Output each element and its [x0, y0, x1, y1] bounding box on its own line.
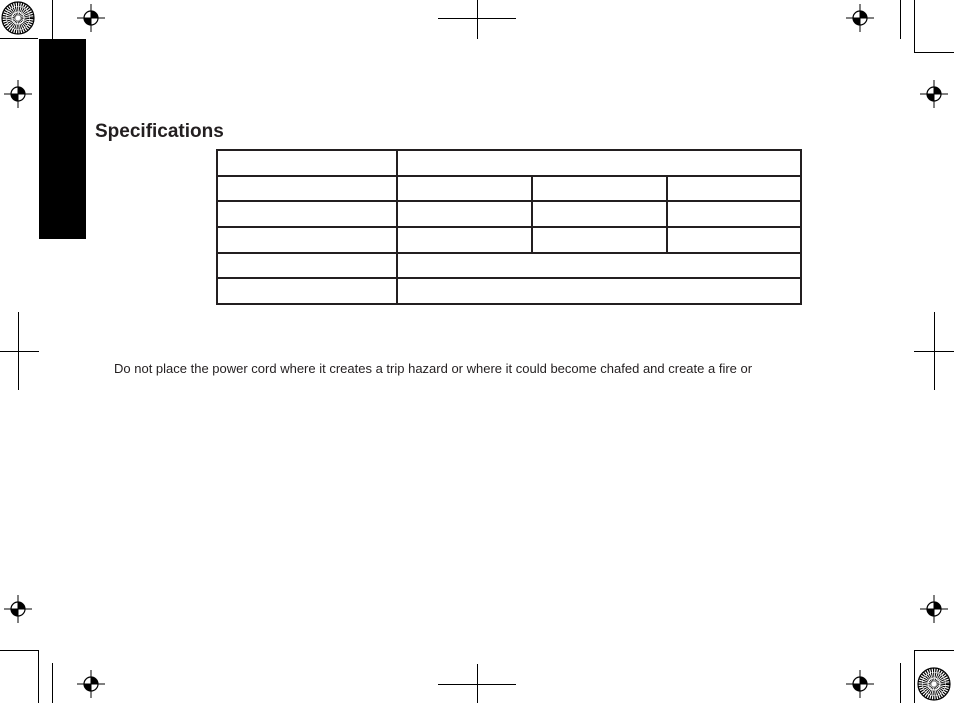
- registration-mark-top-right: [846, 4, 874, 32]
- table-cell: [397, 278, 801, 304]
- table-row: [217, 253, 801, 279]
- starburst-bottom-right: [918, 668, 950, 700]
- table-cell: [532, 176, 667, 202]
- table-cell: [532, 201, 667, 227]
- table-cell: [397, 201, 532, 227]
- registration-mark-bottom-left: [77, 670, 105, 698]
- table-cell: [667, 176, 801, 202]
- registration-mark-left-upper: [4, 80, 32, 108]
- center-mark-left: [0, 312, 39, 390]
- crop-mark-bottom-left: [0, 650, 53, 703]
- specifications-table: [216, 149, 802, 305]
- page-title: Specifications: [95, 121, 224, 142]
- table-row: [217, 201, 801, 227]
- caution-text: Do not place the power cord where it creates a trip hazard or where it could become chafed and create a fire or: [114, 361, 753, 376]
- table-cell: [532, 227, 667, 253]
- table-cell: [217, 278, 397, 304]
- table-cell: [397, 253, 801, 279]
- registration-mark-right-lower: [920, 595, 948, 623]
- table-row: [217, 176, 801, 202]
- table-cell: [397, 150, 801, 176]
- crop-mark-top-right: [901, 0, 954, 53]
- center-mark-top: [438, 0, 516, 39]
- starburst-top-left: [2, 2, 34, 34]
- registration-mark-bottom-right: [846, 670, 874, 698]
- table-row: [217, 150, 801, 176]
- section-side-tab: [39, 39, 86, 239]
- table-row: [217, 278, 801, 304]
- table-row: [217, 227, 801, 253]
- table-cell: [217, 150, 397, 176]
- registration-mark-top-left: [77, 4, 105, 32]
- center-mark-right: [914, 312, 954, 390]
- table-cell: [667, 227, 801, 253]
- table-cell: [397, 176, 532, 202]
- table-cell: [217, 227, 397, 253]
- table-cell: [217, 201, 397, 227]
- registration-mark-right-upper: [920, 80, 948, 108]
- registration-mark-left-lower: [4, 595, 32, 623]
- table-cell: [667, 201, 801, 227]
- center-mark-bottom: [438, 664, 516, 703]
- table-cell: [217, 176, 397, 202]
- table-cell: [397, 227, 532, 253]
- table-cell: [217, 253, 397, 279]
